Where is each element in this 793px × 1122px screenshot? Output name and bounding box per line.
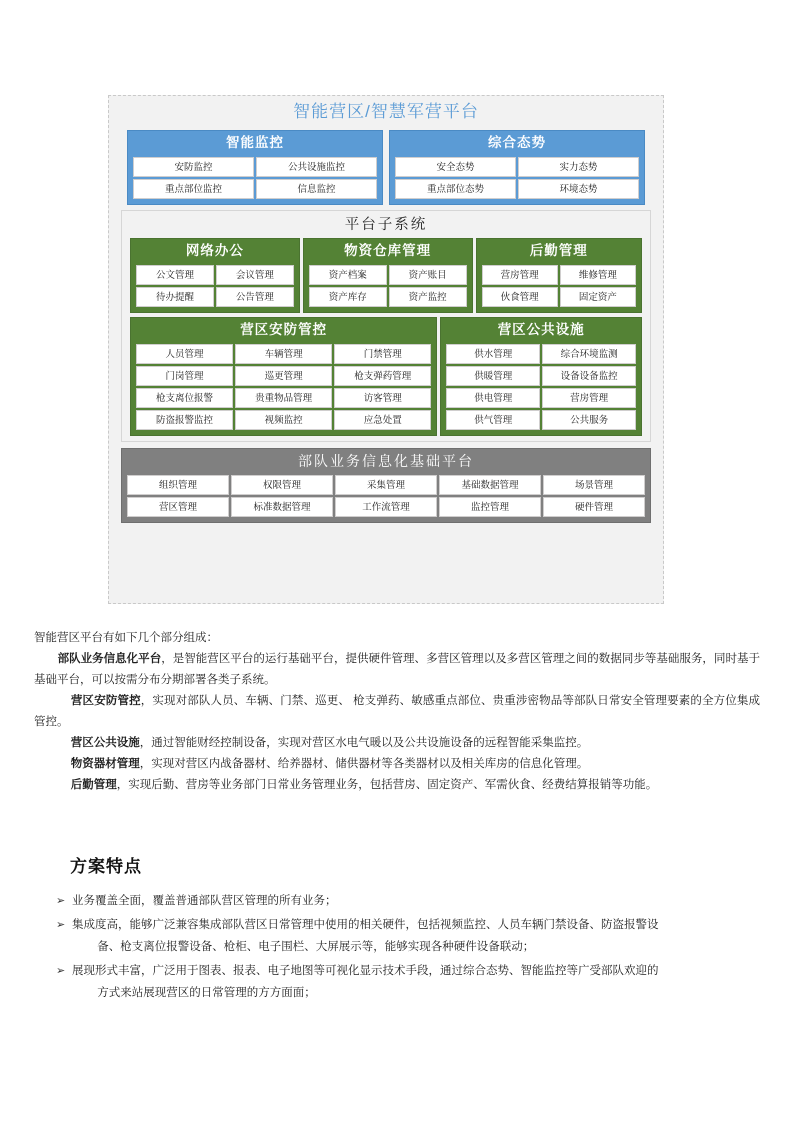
panel-cells	[122, 474, 650, 522]
features-list	[56, 890, 756, 1006]
cell-item[interactable]: 伙食管理	[482, 287, 558, 307]
cell-item[interactable]: 访客管理	[334, 388, 431, 408]
cell-item[interactable]: 安全态势	[395, 157, 516, 177]
cell-item[interactable]: 枪支离位报警	[136, 388, 233, 408]
panel-header: 智能监控	[226, 135, 284, 150]
cell-item[interactable]: 硬件管理	[543, 497, 645, 517]
panel-material-warehouse	[303, 238, 473, 313]
intro-paragraph: 智能营区平台有如下几个部分组成：	[34, 632, 218, 644]
paragraph-text: ，实现对部队人员、车辆、门禁、巡更、 枪支弹药、敏感重点部位、贵重涉密物品等部队日常安全管理要素的全方位集成管控。	[34, 695, 761, 728]
cell-item[interactable]: 标准数据管理	[231, 497, 333, 517]
panel-intelligent-monitoring	[127, 130, 383, 205]
body-text-block	[34, 628, 760, 796]
cell-item[interactable]: 巡更管理	[235, 366, 332, 386]
panel-camp-public-facilities	[440, 317, 642, 436]
cell-item[interactable]: 固定资产	[560, 287, 636, 307]
cell-item[interactable]: 公共设施监控	[256, 157, 377, 177]
panel-header: 营区安防管控	[240, 322, 328, 337]
list-item-line1: 集成度高，能够广泛兼容集成部队营区日常管理中使用的相关硬件，包括视频监控、人员车辆门禁设备、防盗报警设	[72, 919, 659, 931]
panel-cells	[131, 343, 436, 435]
panel-camp-security-control	[130, 317, 437, 436]
cell-item[interactable]: 公共服务	[542, 410, 636, 430]
cell-item[interactable]: 供水管理	[446, 344, 540, 364]
cell-item[interactable]: 门禁管理	[334, 344, 431, 364]
architecture-diagram	[108, 95, 664, 604]
cell-item[interactable]: 采集管理	[335, 475, 437, 495]
panel-header: 综合态势	[488, 135, 546, 150]
paragraph-public-facilities	[34, 733, 760, 754]
list-item	[56, 960, 756, 1004]
panel-header: 网络办公	[185, 243, 244, 258]
list-item-text: 业务覆盖全面，覆盖普通部队营区管理的所有业务；	[72, 895, 337, 907]
list-item	[56, 914, 756, 958]
cell-item[interactable]: 营区管理	[127, 497, 229, 517]
list-item-line1: 展现形式丰富，广泛用于图表、报表、电子地图等可视化显示技术手段，通过综合态势、智能监控等广受部队欢迎的	[72, 965, 659, 977]
cell-item[interactable]: 监控管理	[439, 497, 541, 517]
cell-item[interactable]: 重点部位监控	[133, 179, 254, 199]
paragraph-material-equipment	[34, 754, 760, 775]
panel-header: 部队业务信息化基础平台	[298, 453, 474, 469]
list-item-text	[72, 914, 756, 958]
paragraph-base-platform	[34, 649, 760, 691]
cell-item[interactable]: 资产库存	[309, 287, 387, 307]
cell-item[interactable]: 营房管理	[542, 388, 636, 408]
panel-header: 后勤管理	[529, 243, 588, 258]
cell-item[interactable]: 场景管理	[543, 475, 645, 495]
panel-header: 营区公共设施	[497, 322, 585, 337]
cell-item[interactable]: 资产账目	[389, 265, 467, 285]
cell-item[interactable]: 信息监控	[256, 179, 377, 199]
list-item-text	[72, 960, 756, 1004]
paragraph-lead: 物资器材管理	[70, 758, 140, 770]
paragraph-text: ，实现后勤、营房等业务部门日常业务管理业务，包括营房、固定资产、军需伙食、经费结算报销等功能。	[116, 779, 658, 791]
paragraph-text: ，通过智能财经控制设备，实现对营区水电气暖以及公共设施设备的远程智能采集监控。	[139, 737, 589, 749]
diagram-title: 智能营区/智慧军营平台	[293, 102, 479, 121]
panel-military-base-platform	[121, 448, 651, 523]
cell-item[interactable]: 供气管理	[446, 410, 540, 430]
subsystem-title: 平台子系统	[344, 217, 428, 233]
arrow-bullet-icon: ➢	[56, 919, 66, 931]
cell-item[interactable]: 视频监控	[235, 410, 332, 430]
paragraph-text: ，是智能营区平台的运行基础平台，提供硬件管理、多营区管理以及多营区管理之间的数据同步等基础服务，同时基于基础平台，可以按需分布分期部署各类子系统。	[34, 653, 760, 686]
paragraph-security-control	[34, 691, 760, 733]
cell-item[interactable]: 资产档案	[309, 265, 387, 285]
cell-item[interactable]: 应急处置	[334, 410, 431, 430]
cell-item[interactable]: 设备设备监控	[542, 366, 636, 386]
cell-item[interactable]: 车辆管理	[235, 344, 332, 364]
cell-item[interactable]: 环境态势	[518, 179, 639, 199]
panel-cells	[304, 264, 472, 312]
paragraph-text: ，实现对营区内战备器材、给养器材、储供器材等各类器材以及相关库房的信息化管理。	[139, 758, 589, 770]
panel-cells	[128, 156, 382, 204]
panel-header: 物资仓库管理	[344, 243, 432, 258]
cell-item[interactable]: 供电管理	[446, 388, 540, 408]
base-platform-wrapper	[121, 448, 651, 523]
panel-cells	[441, 343, 641, 435]
cell-item[interactable]: 营房管理	[482, 265, 558, 285]
cell-item[interactable]: 供暖管理	[446, 366, 540, 386]
panel-network-office	[130, 238, 300, 313]
paragraph-lead: 营区安防管控	[70, 695, 141, 707]
cell-item[interactable]: 工作流管理	[335, 497, 437, 517]
panel-cells	[131, 264, 299, 312]
cell-item[interactable]: 实力态势	[518, 157, 639, 177]
list-item-line2: 备、枪支离位报警设备、枪柜、电子围栏、大屏展示等，能够实现各种硬件设备联动；	[97, 941, 535, 953]
paragraph-lead: 部队业务信息化平台	[57, 653, 162, 665]
cell-item[interactable]: 贵重物品管理	[235, 388, 332, 408]
cell-item[interactable]: 权限管理	[231, 475, 333, 495]
arrow-bullet-icon: ➢	[56, 965, 66, 977]
subsystem-row-2	[126, 317, 646, 436]
cell-item[interactable]: 会议管理	[216, 265, 294, 285]
cell-item[interactable]: 组织管理	[127, 475, 229, 495]
cell-item[interactable]: 枪支弹药管理	[334, 366, 431, 386]
panel-cells	[390, 156, 644, 204]
platform-subsystem-container	[121, 210, 651, 442]
cell-item[interactable]: 安防监控	[133, 157, 254, 177]
paragraph-lead: 后勤管理	[70, 779, 117, 791]
cell-item[interactable]: 公告管理	[216, 287, 294, 307]
cell-item[interactable]: 防盗报警监控	[136, 410, 233, 430]
cell-item[interactable]: 基础数据管理	[439, 475, 541, 495]
cell-item[interactable]: 维修管理	[560, 265, 636, 285]
panel-cells	[477, 264, 641, 312]
cell-item[interactable]: 资产监控	[389, 287, 467, 307]
paragraph-lead: 营区公共设施	[70, 737, 140, 749]
features-heading: 方案特点	[70, 857, 142, 876]
cell-item[interactable]: 重点部位态势	[395, 179, 516, 199]
cell-item[interactable]: 门岗管理	[136, 366, 233, 386]
subsystem-row-1	[126, 238, 646, 313]
paragraph-logistics	[34, 775, 760, 796]
cell-item[interactable]: 公文管理	[136, 265, 214, 285]
list-item-line2: 方式来站展现营区的日常管理的方方面面；	[97, 987, 316, 999]
panel-comprehensive-situation	[389, 130, 645, 205]
cell-item[interactable]: 人员管理	[136, 344, 233, 364]
arrow-bullet-icon: ➢	[56, 895, 66, 907]
top-panels-row	[127, 130, 645, 205]
panel-logistics-management	[476, 238, 642, 313]
list-item	[56, 890, 756, 912]
cell-item[interactable]: 待办提醒	[136, 287, 214, 307]
cell-item[interactable]: 综合环境监测	[542, 344, 636, 364]
